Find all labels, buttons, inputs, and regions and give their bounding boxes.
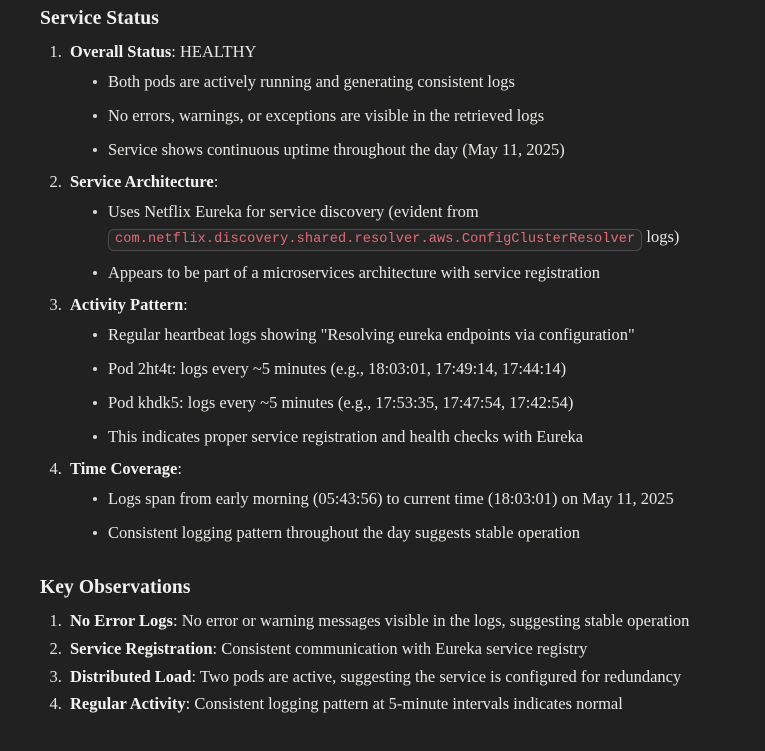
page-title: Service Status (40, 8, 159, 29)
list-item-separator: : (172, 611, 182, 631)
list-item-title: Activity Pattern (70, 294, 184, 314)
list-item-title: Time Coverage (70, 458, 178, 478)
list-item: Regular heartbeat logs showing "Resolving eureka endpoints via configuration" (92, 322, 741, 347)
list-item (66, 292, 741, 449)
list-item-separator: : (171, 42, 181, 62)
service-status-list (40, 39, 741, 544)
list-item-value: No error or warning messages visible in the logs, suggesting stable operation (181, 611, 690, 631)
key-observations-list (40, 608, 741, 718)
list-item (66, 636, 741, 663)
list-item: Service shows continuous uptime throughout the day (May 11, 2025) (92, 137, 741, 162)
list-item: Appears to be part of a microservices architecture with service registration (92, 260, 741, 285)
list-item-value: Consistent logging pattern at 5-minute intervals indicates normal (194, 694, 623, 714)
list-item-separator: : (177, 458, 182, 478)
list-item-title: No Error Logs (70, 611, 173, 631)
list-item-separator: : (191, 666, 200, 686)
list-item-value: Two pods are active, suggesting the service is configured for redundancy (199, 666, 682, 686)
list-item: Pod khdk5: logs every ~5 minutes (e.g., 17:53:35, 17:47:54, 17:42:54) (92, 390, 741, 415)
list-item-separator: : (185, 694, 195, 714)
list-item: Consistent logging pattern throughout the day suggests stable operation (92, 520, 741, 545)
list-item (66, 39, 741, 162)
code-bullet-lead: Uses Netflix Eureka for service discovery (evident from (108, 202, 479, 222)
service-architecture-bullets (70, 199, 741, 285)
list-item-title: Regular Activity (70, 694, 186, 714)
list-item (66, 169, 741, 285)
list-item-separator: : (183, 294, 188, 314)
list-item-title: Service Registration (70, 638, 213, 658)
list-item (66, 456, 741, 545)
list-item (66, 608, 741, 635)
list-item (92, 199, 741, 251)
list-item: No errors, warnings, or exceptions are visible in the retrieved logs (92, 103, 741, 128)
list-item: Logs span from early morning (05:43:56) to current time (18:03:01) on May 11, 2025 (92, 486, 741, 511)
list-item-value: Consistent communication with Eureka service registry (221, 638, 588, 658)
list-item-title: Service Architecture (70, 172, 214, 192)
list-item: Pod 2ht4t: logs every ~5 minutes (e.g., 18:03:01, 17:49:14, 17:44:14) (92, 356, 741, 381)
list-item-title: Distributed Load (70, 666, 192, 686)
list-item-separator: : (212, 638, 222, 658)
code-span: com.netflix.discovery.shared.resolver.aws.ConfigClusterResolver (108, 229, 642, 251)
list-item: Both pods are actively running and generating consistent logs (92, 69, 741, 94)
time-coverage-bullets (70, 486, 741, 545)
list-item (66, 691, 741, 718)
list-item: This indicates proper service registration and health checks with Eureka (92, 424, 741, 449)
activity-pattern-bullets (70, 322, 741, 449)
list-item-title: Overall Status (70, 42, 172, 62)
section-key-observations (0, 552, 765, 718)
list-item (66, 664, 741, 691)
key-observations-title: Key Observations (40, 576, 191, 598)
code-bullet-tail: logs) (646, 227, 680, 247)
list-item-value: HEALTHY (180, 42, 257, 62)
overall-status-bullets (70, 69, 741, 162)
list-item-separator: : (213, 172, 219, 192)
